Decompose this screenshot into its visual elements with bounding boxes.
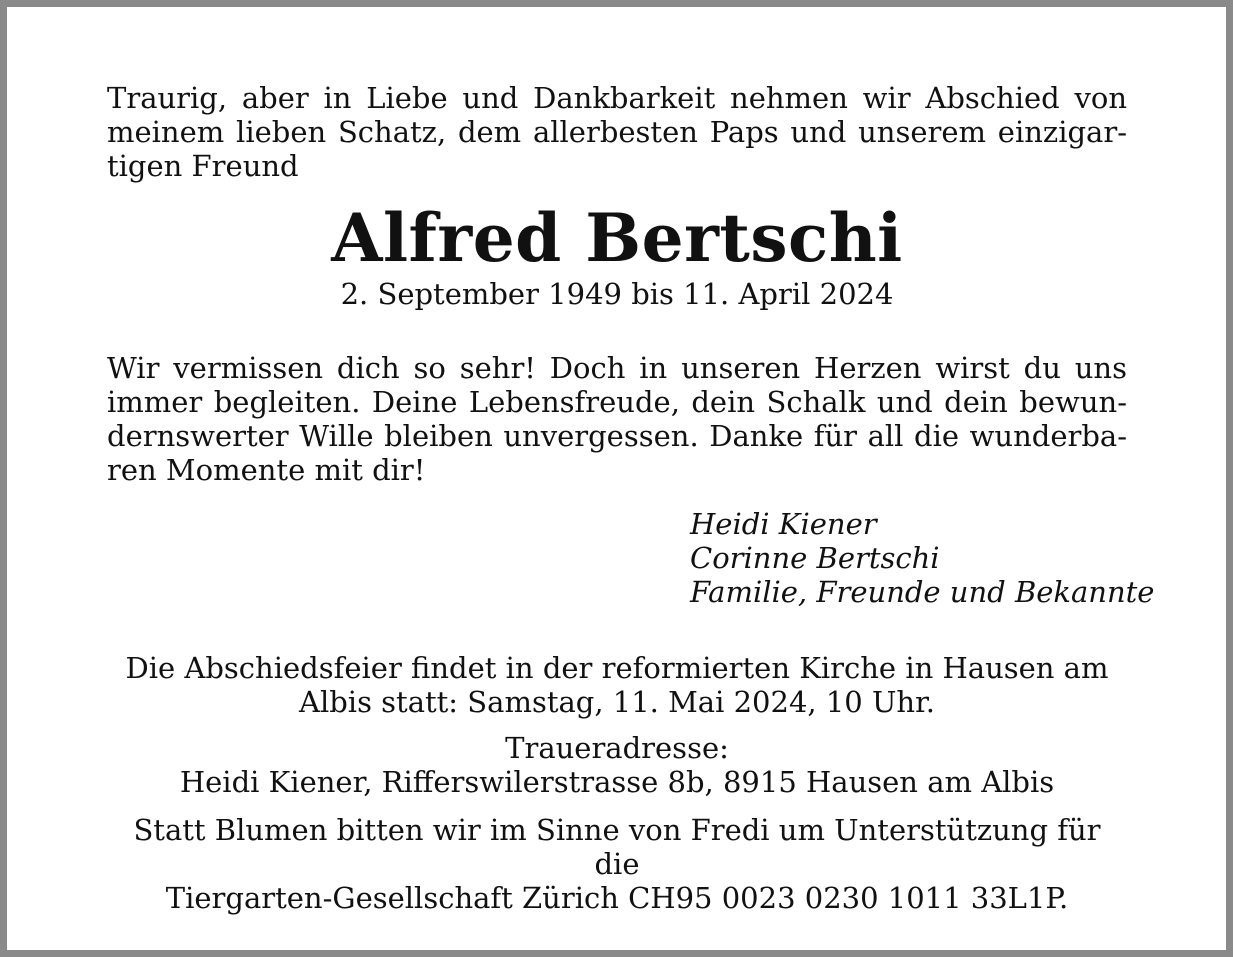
intro-line: Traurig, aber in Liebe und Dankbarkeit nehmen wir Abschied von [107, 81, 1127, 115]
message-line: dernswerter Wille bleiben unvergessen. Danke für all die wunderba- [107, 419, 1127, 453]
obituary-content [107, 81, 1155, 915]
donation-line: Statt Blumen bitten wir im Sinne von Fredi um Unterstützung für die [133, 813, 1101, 881]
message-line: ren Momente mit dir! [107, 453, 426, 487]
mourning-address [107, 731, 1127, 799]
ceremony-info [107, 651, 1127, 719]
deceased-name: Alfred Bertschi [331, 199, 903, 277]
signature-name: Familie, Freunde und Bekannte [690, 575, 1155, 609]
message-line: Wir vermissen dich so sehr! Doch in unseren Herzen wirst du uns [107, 351, 1127, 385]
intro-line: meinem lieben Schatz, dem allerbesten Paps und unserem einzigar- [107, 115, 1127, 149]
donation-info [107, 813, 1127, 915]
signatures [690, 507, 1155, 609]
intro-line: tigen Freund [107, 149, 299, 183]
ceremony-line: Albis statt: Samstag, 11. Mai 2024, 10 Uhr. [299, 685, 935, 719]
donation-line: Tiergarten-Gesellschaft Zürich CH95 0023 0230 1011 33L1P. [165, 881, 1069, 915]
life-dates: 2. September 1949 bis 11. April 2024 [340, 277, 894, 311]
signature-name: Heidi Kiener [690, 507, 877, 541]
obituary-page [7, 7, 1226, 950]
message-line: immer begleiten. Deine Lebensfreude, dein Schalk und dein bewun- [107, 385, 1127, 419]
signature-name: Corinne Bertschi [690, 541, 940, 575]
mourning-address-label: Traueradresse: [505, 731, 729, 765]
ceremony-line: Die Abschiedsfeier findet in der reformierten Kirche in Hausen am [125, 651, 1109, 685]
farewell-message [107, 351, 1127, 487]
mourning-address-value: Heidi Kiener, Rifferswilerstrasse 8b, 8915 Hausen am Albis [179, 765, 1055, 799]
intro-text [107, 81, 1127, 183]
